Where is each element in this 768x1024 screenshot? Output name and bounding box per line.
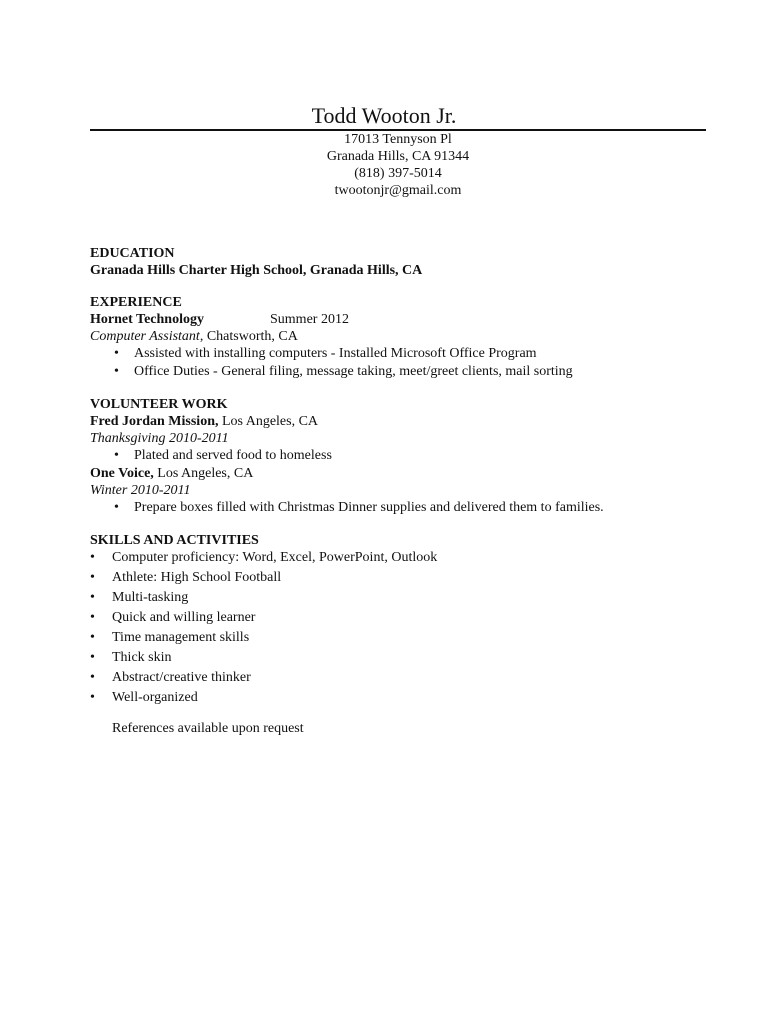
volunteer-org: One Voice,	[90, 466, 154, 481]
experience-role-row	[90, 328, 730, 345]
volunteer-org-row	[90, 413, 730, 430]
contact-block	[0, 131, 768, 199]
volunteer-bullets	[90, 447, 730, 465]
list-item: • Prepare boxes filled with Christmas Dinner supplies and delivered them to families.	[90, 499, 730, 517]
volunteer-org-row	[90, 465, 730, 482]
list-item: • Computer proficiency: Word, Excel, PowerPoint, Outlook	[90, 549, 730, 569]
skills-list	[90, 549, 730, 709]
contact-address: 17013 Tennyson Pl	[344, 132, 452, 147]
contact-phone: (818) 397-5014	[354, 166, 442, 181]
list-item: • Abstract/creative thinker	[90, 669, 730, 689]
volunteer-bullets	[90, 499, 730, 517]
contact-city: Granada Hills, CA 91344	[326, 149, 470, 164]
experience-heading: EXPERIENCE	[90, 295, 182, 310]
skills-heading: SKILLS AND ACTIVITIES	[90, 533, 259, 548]
list-item: • Office Duties - General filing, message taking, meet/greet clients, mail sorting	[90, 363, 730, 381]
list-item: • Athlete: High School Football	[90, 569, 730, 589]
volunteer-period: Thanksgiving 2010-2011	[90, 431, 229, 446]
experience-employer-row	[90, 311, 730, 328]
list-item: • Quick and willing learner	[90, 609, 730, 629]
experience-bullets	[90, 345, 730, 381]
volunteer-org: Fred Jordan Mission,	[90, 414, 219, 429]
resume-name: Todd Wooton Jr.	[311, 103, 457, 128]
experience-location: , Chatsworth, CA	[199, 329, 298, 344]
list-item: • Thick skin	[90, 649, 730, 669]
experience-employer: Hornet Technology	[90, 312, 204, 327]
resume-body	[90, 245, 730, 737]
experience-date: Summer 2012	[270, 312, 349, 327]
references-note: References available upon request	[112, 721, 304, 736]
list-item: • Plated and served food to homeless	[90, 447, 730, 465]
education-heading: EDUCATION	[90, 246, 175, 261]
list-item: • Time management skills	[90, 629, 730, 649]
volunteer-location: Los Angeles, CA	[218, 414, 319, 429]
list-item: • Well-organized	[90, 689, 730, 709]
experience-role: Computer Assistant	[90, 329, 200, 344]
volunteer-period: Winter 2010-2011	[90, 483, 191, 498]
contact-email: twootonjr@gmail.com	[334, 183, 462, 198]
list-item: • Assisted with installing computers - Installed Microsoft Office Program	[90, 345, 730, 363]
list-item: • Multi-tasking	[90, 589, 730, 609]
volunteer-heading: VOLUNTEER WORK	[90, 397, 228, 412]
education-school: Granada Hills Charter High School, Granada Hills, CA	[90, 263, 423, 278]
volunteer-location: Los Angeles, CA	[153, 466, 254, 481]
